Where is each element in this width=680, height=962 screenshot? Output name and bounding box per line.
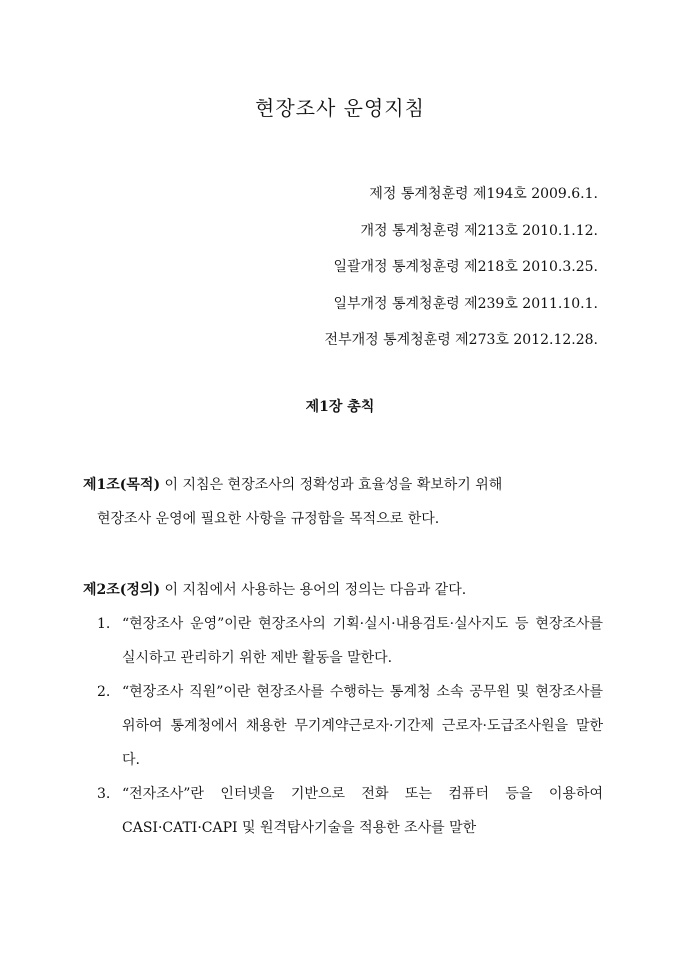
article-1-continuation: 현장조사 운영에 필요한 사항을 규정함을 목적으로 한다. (97, 511, 440, 527)
article-2-text: 이 지침에서 사용하는 용어의 정의는 다음과 같다. (160, 582, 467, 598)
article-1-text: 이 지침은 현장조사의 정확성과 효율성을 확보하기 위해 (160, 477, 503, 493)
document-title: 현장조사 운영지침 (255, 96, 425, 120)
revision-entry: 일괄개정 통계청훈령 제218호 2010.3.25. (333, 259, 598, 275)
item-text: “현장조사 직원”이란 현장조사를 수행하는 통계청 소속 공무원 및 현장조사를 위하여 통계청에서 채용한 무기계약근로자·기간제 근로자·도급조사원을 말한다. (122, 684, 603, 768)
article-2-heading: 제2조(정의) (83, 582, 161, 598)
article-1-first-line (83, 468, 603, 502)
item-number: 2. (97, 684, 111, 700)
chapter-heading: 제1장 총칙 (305, 399, 375, 415)
revision-entry: 개정 통계청훈령 제213호 2010.1.12. (360, 222, 598, 239)
definition-item-1 (97, 607, 603, 675)
item-number: 3. (97, 786, 111, 802)
revision-history (325, 176, 598, 359)
article-1-heading: 제1조(목적) (83, 477, 161, 493)
item-text: “전자조사”란 인터넷을 기반으로 전화 또는 컴퓨터 등을 이용하여 CASI·CATI·CAPI 및 원격탐사기술을 적용한 조사를 말한 (122, 786, 603, 836)
definition-item-3 (97, 777, 603, 845)
definition-item-2 (97, 675, 603, 777)
article-1 (83, 468, 603, 536)
definition-list (83, 607, 603, 845)
revision-entry: 일부개정 통계청훈령 제239호 2011.10.1. (333, 295, 598, 312)
revision-entry: 제정 통계청훈령 제194호 2009.6.1. (369, 186, 598, 202)
item-text: “현장조사 운영”이란 현장조사의 기획·실시·내용검토·실사지도 등 현장조사를 실시하고 관리하기 위한 제반 활동을 말한다. (122, 616, 603, 666)
article-2-first-line (83, 573, 603, 607)
article-2 (83, 573, 603, 845)
item-number: 1. (97, 616, 111, 632)
revision-entry: 전부개정 통계청훈령 제273호 2012.12.28. (324, 332, 598, 348)
